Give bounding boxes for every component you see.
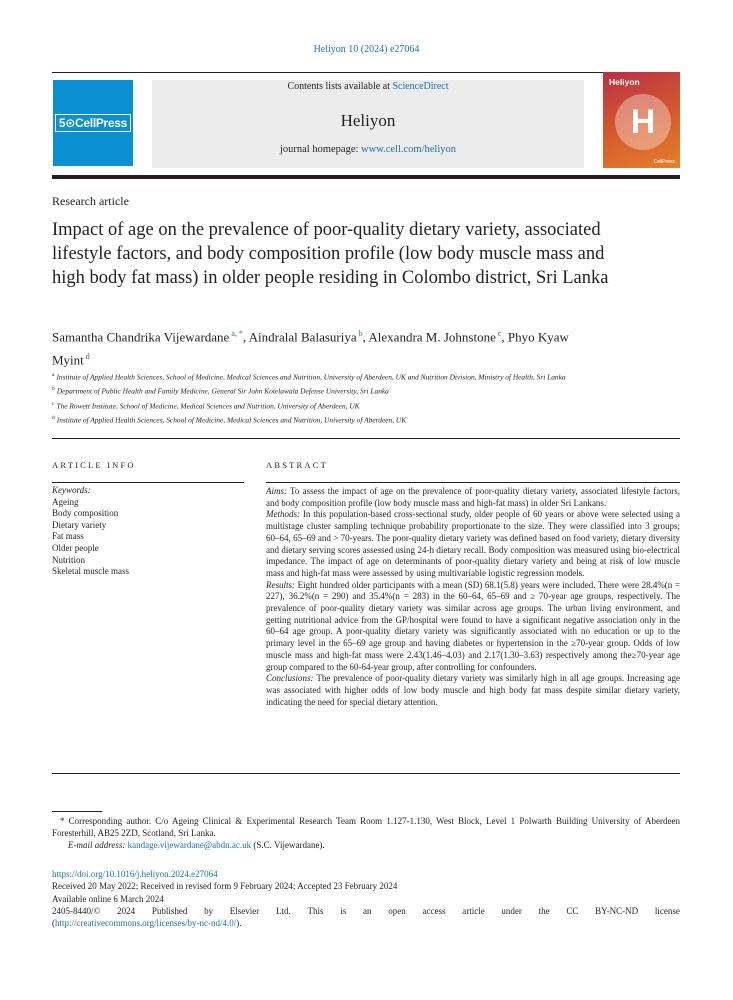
abstract-bottom-rule	[52, 773, 680, 774]
header-rule	[52, 175, 680, 179]
cover-title: Heliyon	[609, 77, 640, 87]
email-link[interactable]: kandage.vijewardane@abdn.ac.uk	[127, 840, 252, 850]
cellpress-logo-text: 5⊙CellPress	[55, 114, 131, 132]
license-word: article	[462, 905, 485, 916]
license-word: open	[388, 905, 406, 916]
affiliation-item: $^c$ The Rowett Institute, School of Medicine, Medical Sciences and Nutrition, University of Aberdeen, UK	[52, 400, 360, 411]
license-url-line: (http://creativecommons.org/licenses/by-nc-nd/4.0/).	[52, 918, 242, 929]
license-word: under	[501, 905, 522, 916]
license-word: by	[204, 905, 214, 916]
keyword-item: Skeletal muscle mass	[52, 566, 129, 577]
abstract-section: Results: Eight hundred older participants with a mean (SD) 68.1(5.8) years were included. There were 28.4%(n = 227), 36.2%(n = 290) and 35.4%(n = 283) in the 60–64, 65–69 and ≥ 70-year age groups, respectively. The prevalence of poor-quality dietary variety was similar across age groups. The urban living environment, and getting nutritional advice from the GP/hospital were found to have a significant negative association only in the 60–64 age group. A poor-quality dietary variety was significantly associated with no education or up to the primary level in the 65–69 age group and having diabetes or hypertension in the ≥70-year group. Odds of low muscle mass and high-fat mass were 2.43(1.46–4.03) and 2.17(1.30–3.63) respectively among the≥70-year age group compared to the 60-64-year group, after controlling for confounders.	[266, 579, 680, 672]
affiliation-item: $^b$ Department of Public Health and Family Medicine, General Sir John Kotelawala Defense University, Sri Lanka	[52, 386, 389, 396]
homepage-line: journal homepage: www.cell.com/heliyon	[279, 144, 457, 155]
keywords-block	[52, 485, 242, 578]
license-link[interactable]: http://creativecommons.org/licenses/by-nc-nd/4.0/	[55, 918, 237, 929]
footnote-rule	[52, 811, 102, 812]
abstract-body	[266, 486, 680, 708]
keyword-item: Dietary variety	[52, 519, 107, 530]
journal-header	[152, 80, 584, 168]
journal-citation[interactable]: Heliyon 10 (2024) e27064	[313, 44, 420, 55]
keywords-rule	[52, 482, 244, 483]
abstract-section: Conclusions: The prevalence of poor-quality dietary variety was similarly high in all age groups. Increasing age was associated with higher odds of low body muscle and high body fat mass despite similar dietary variety, indicating the need for special dietary attention.	[266, 673, 680, 707]
license-line	[52, 905, 680, 917]
homepage-link[interactable]: www.cell.com/heliyon	[361, 144, 457, 155]
author-affiliation-link[interactable]: b	[356, 329, 363, 338]
available-online: Available online 6 March 2024	[52, 893, 164, 904]
cover-publisher: CellPress	[653, 159, 675, 165]
license-word: the	[538, 905, 550, 916]
journal-name: Heliyon	[340, 111, 396, 130]
cellpress-logo	[53, 80, 133, 166]
received-dates: Received 20 May 2022; Received in revised form 9 February 2024; Accepted 23 February 2024	[52, 881, 398, 892]
license-word: is	[340, 905, 347, 916]
abstract-section: Aims: To assess the impact of age on the prevalence of poor-quality dietary variety, associated lifestyle factors, and body composition profile (low body muscle mass and high-fat mass) in older Sri Lankans.	[266, 486, 680, 508]
sciencedirect-link[interactable]: ScienceDirect	[392, 81, 449, 92]
keywords-list	[52, 497, 242, 578]
abstract-rule	[266, 482, 680, 483]
author-name: Alexandra M. Johnstone	[368, 329, 496, 345]
affiliation-list	[52, 369, 612, 427]
publication-info	[52, 868, 680, 929]
top-rule	[52, 72, 680, 73]
keyword-item: Ageing	[52, 496, 79, 507]
keywords-label: Keywords:	[52, 485, 91, 495]
license-word: access	[422, 905, 446, 916]
license-word: Published	[151, 905, 188, 916]
license-word: BY-NC-ND	[595, 905, 639, 916]
license-word: Elsevier	[229, 905, 260, 916]
license-word: This	[307, 905, 324, 916]
journal-cover-image	[603, 72, 680, 168]
corresponding-author-note: * Corresponding author. C/o Ageing Clinical & Experimental Research Team Room 1.127-1.130, West Block, Level 1 Polwarth Building University of Aberdeen Foresterhill, AB25 2ZD, Scotland, Sri Lanka.	[52, 816, 680, 838]
author-list: Samantha Chandrika Vijewardane $^{a, *}$, Aindralal Balasuriya $^b$, Alexandra M. Johnstone $^c$, Phyo Kyaw Myint $^d$	[52, 329, 569, 368]
email-line: E-mail address: kandage.vijewardane@abdn.ac.uk (S.C. Vijewardane).	[68, 840, 325, 850]
abstract-heading: ABSTRACT	[266, 460, 328, 470]
author-affiliation-link[interactable]: c	[495, 329, 502, 338]
article-title: Impact of age on the prevalence of poor-quality dietary variety, associated lifestyle factors, and body composition profile (low body muscle mass and high body fat mass) in older people residing in Colombo district, Sri Lanka	[52, 220, 609, 288]
contents-line: Contents lists available at ScienceDirect	[287, 81, 449, 92]
section-rule	[52, 438, 680, 439]
license-word: Ltd.	[276, 905, 291, 916]
abstract-section: Methods: In this population-based cross-sectional study, older people of 60 years or above were selected using a multistage cluster sampling technique probability proportionate to the size. They were classified into 3 groups; 60–64, 65–69 and > 70-years. The poor-quality dietary variety was defined based on food variety, dietary diversity and dietary serving scores assessed using 24-h dietary recall. Body composition was measured using bio-electrical impedance. The impact of age on determinants of poor-quality dietary variety and being at risk of low muscle mass and high-fat mass were assessed by using multivariable logistic regression models.	[266, 509, 680, 578]
article-info-heading: ARTICLE INFO	[52, 460, 136, 470]
license-word: license	[654, 905, 680, 916]
author-name: Samantha Chandrika Vijewardane	[52, 329, 230, 345]
affiliation-item: $^d$ Institute of Applied Health Sciences, School of Medicine, Medical Sciences and Nutrition, University of Aberdeen, UK	[52, 415, 407, 425]
license-word: 2024	[117, 905, 136, 916]
keyword-item: Older people	[52, 542, 99, 553]
author-affiliation-link[interactable]: a, *	[229, 329, 243, 338]
keyword-item: Body composition	[52, 508, 119, 519]
license-word: CC	[566, 905, 579, 916]
article-type: Research article	[52, 194, 129, 208]
doi-link[interactable]: https://doi.org/10.1016/j.heliyon.2024.e27064	[52, 869, 218, 879]
author-affiliation-link[interactable]: d	[83, 352, 90, 362]
footnote	[52, 815, 680, 851]
license-word: 2405-8440/©	[52, 905, 101, 916]
keyword-item: Fat mass	[52, 531, 84, 542]
affiliation-item: $^a$ Institute of Applied Health Sciences, School of Medicine, Medical Sciences and Nutrition, University of Aberdeen, UK and Nutrition Division, Ministry of Health, Sri Lanka	[52, 372, 566, 382]
author-name: Aindralal Balasuriya	[248, 329, 357, 345]
author-name: Phyo Kyaw Myint	[52, 329, 569, 368]
license-word: an	[363, 905, 372, 916]
keyword-item: Nutrition	[52, 554, 85, 565]
cover-h-icon: H	[630, 103, 656, 141]
